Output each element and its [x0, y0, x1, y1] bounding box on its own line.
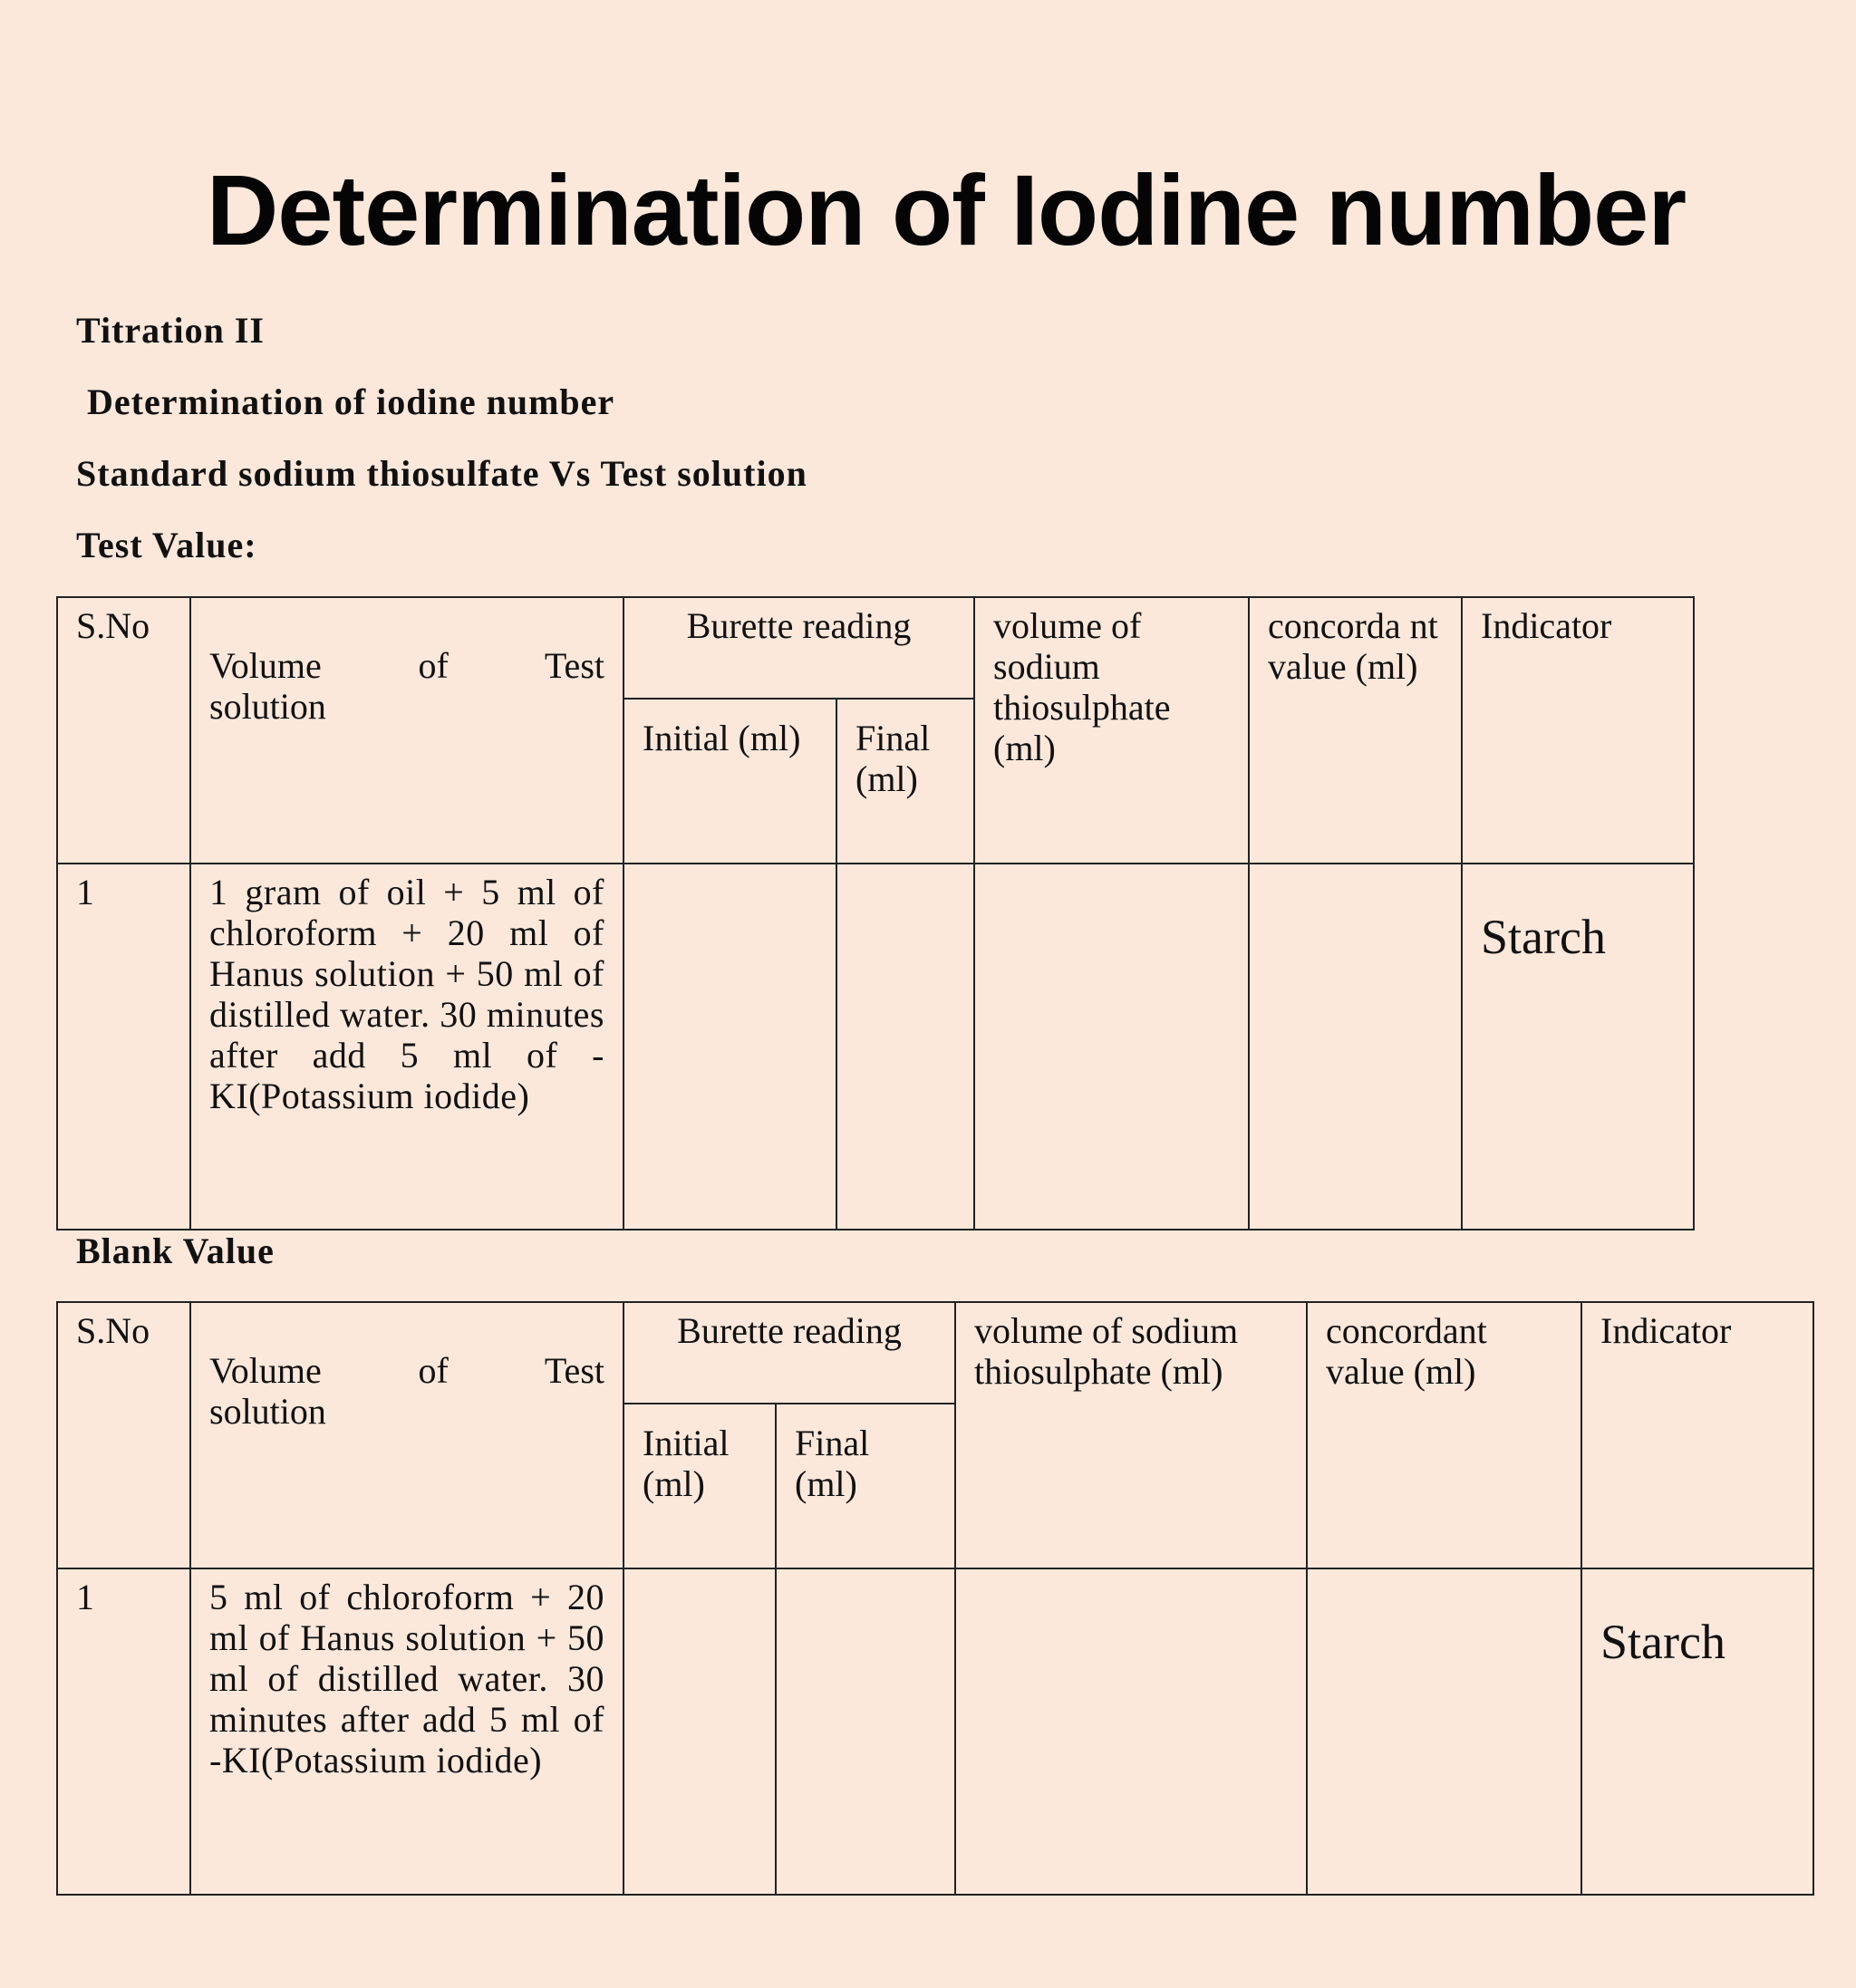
volume-header-line2: solution — [209, 686, 326, 727]
final-header: Final (ml) — [836, 699, 974, 864]
standard-heading: Standard sodium thiosulfate Vs Test solution — [76, 453, 807, 494]
row-concordant — [1249, 864, 1462, 1230]
table-row — [57, 1568, 1813, 1895]
row-description: 1 gram of oil + 5 ml of chloroform + 20 ml of Hanus solution + 50 ml of distilled water. 30 minutes after add 5 ml of -KI(Potassium iodide) — [190, 864, 624, 1230]
page-title: Determination of Iodine number — [206, 155, 1687, 266]
row-final — [836, 864, 974, 1230]
initial-header: Initial (ml) — [624, 1404, 776, 1568]
row-initial — [624, 864, 836, 1230]
concordant-header: concordant value (ml) — [1307, 1302, 1581, 1568]
indicator-header: Indicator — [1462, 597, 1694, 864]
blank-value-heading: Blank Value — [76, 1230, 275, 1271]
table-header-row — [57, 1302, 1813, 1404]
blank-value-table — [56, 1301, 1814, 1896]
row-final — [776, 1568, 955, 1895]
row-thiosulphate — [974, 864, 1249, 1230]
burette-reading-header: Burette reading — [624, 597, 974, 699]
sno-header: S.No — [57, 597, 190, 864]
row-description: 5 ml of chloroform + 20 ml of Hanus solution + 50 ml of distilled water. 30 minutes after add 5 ml of -KI(Potassium iodide) — [190, 1568, 624, 1895]
row-sno: 1 — [57, 864, 190, 1230]
final-header: Final (ml) — [776, 1404, 955, 1568]
row-sno: 1 — [57, 1568, 190, 1895]
row-indicator — [1462, 864, 1694, 1230]
volume-header-line1: Volume of Test — [209, 645, 604, 686]
volume-header — [190, 1302, 624, 1568]
row-indicator — [1581, 1568, 1813, 1895]
concordant-header: concorda nt value (ml) — [1249, 597, 1462, 864]
indicator-header: Indicator — [1581, 1302, 1813, 1568]
determination-heading: Determination of iodine number — [87, 381, 615, 422]
volume-header — [190, 597, 624, 864]
sno-header: S.No — [57, 1302, 190, 1568]
burette-reading-header: Burette reading — [624, 1302, 955, 1404]
titration-heading: Titration II — [76, 310, 265, 351]
initial-header: Initial (ml) — [624, 699, 836, 864]
test-value-heading: Test Value: — [76, 525, 257, 565]
indicator-value: Starch — [1481, 910, 1606, 964]
thiosulphate-header: volume of sodium thiosulphate (ml) — [974, 597, 1249, 864]
volume-header-line1: Volume of Test — [209, 1350, 604, 1391]
volume-header-line2: solution — [209, 1391, 326, 1432]
row-thiosulphate — [955, 1568, 1307, 1895]
table-row — [57, 864, 1694, 1230]
thiosulphate-header: volume of sodium thiosulphate (ml) — [955, 1302, 1307, 1568]
row-concordant — [1307, 1568, 1581, 1895]
row-initial — [624, 1568, 776, 1895]
table-header-row — [57, 597, 1694, 699]
test-value-table — [56, 596, 1695, 1230]
indicator-value: Starch — [1600, 1615, 1726, 1669]
